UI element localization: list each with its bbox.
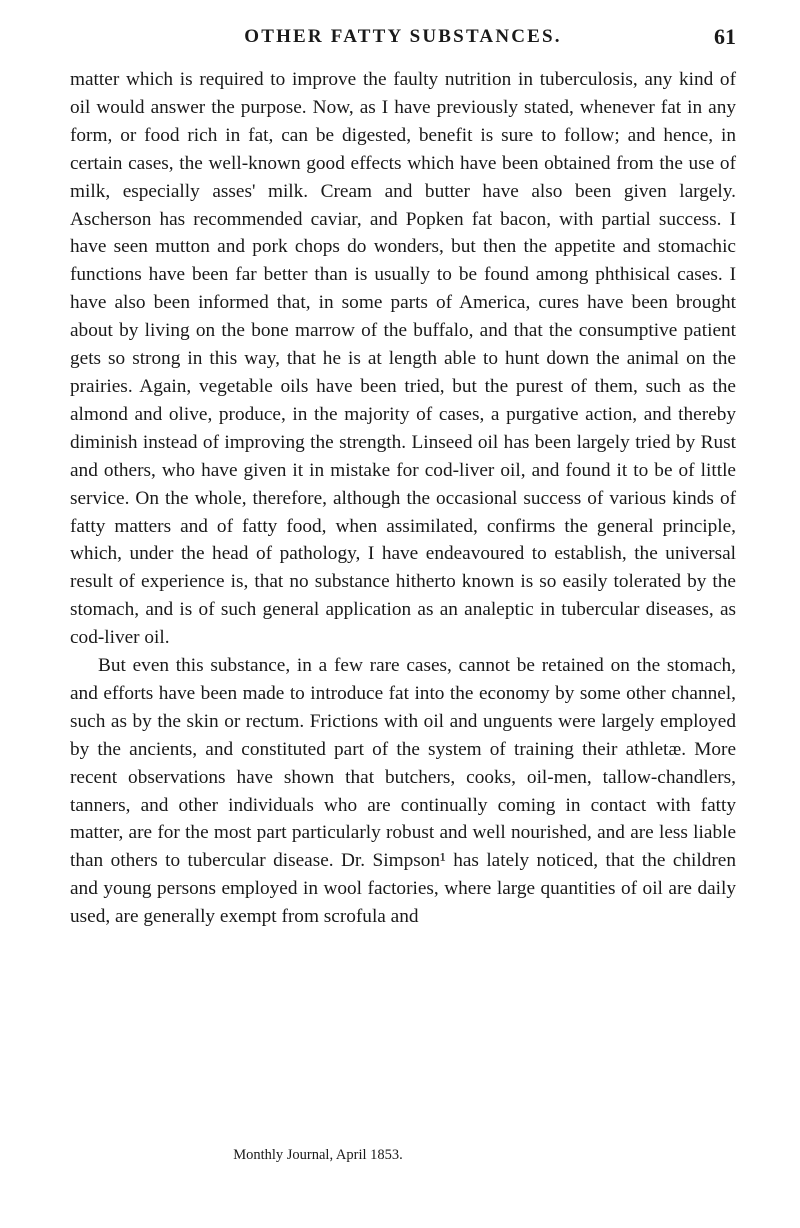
page-number: 61 bbox=[714, 24, 736, 49]
running-title: OTHER FATTY SUBSTANCES. bbox=[244, 26, 562, 47]
page-header bbox=[70, 22, 736, 52]
body-text bbox=[70, 66, 736, 931]
paragraph: But even this substance, in a few rare cases, cannot be retained on the stomach, and efforts have been made to introduce fat into the economy by some other channel, such as by the skin or rectum. Frictions with oil and unguents were largely employed by the ancients, and constituted part of the system of training their athletæ. More recent observations have shown that butchers, cooks, oil-men, tallow-chandlers, tanners, and other individuals who are continually coming in contact with fatty matter, are for the most part particularly robust and well nourished, and are less liable than others to tubercular disease. Dr. Simpson¹ has lately noticed, that the children and young persons employed in wool factories, where large quantities of oil are daily used, are generally exempt from scrofula and bbox=[70, 655, 736, 928]
paragraph: matter which is required to improve the faulty nutrition in tuberculosis, any kind of oil would answer the purpose. Now, as I have previously stated, whenever fat in any form, or food rich in fat, can be digested, benefit is sure to follow; and hence, in certain cases, the well-known good effects which have been obtained from the use of milk, especially asses' milk. Cream and butter have also been given largely. Ascherson has recommended caviar, and Popken fat bacon, with partial success. I have seen mutton and pork chops do wonders, but then the appetite and stomachic functions have been far better than is usually to be found among phthisical cases. I have also been informed that, in some parts of America, cures have been brought about by living on the bone marrow of the buffalo, and that the consumptive patient gets so strong in this way, that he is at length able to hunt down the animal on the prairies. Again, vegetable oils have been tried, but the purest of them, such as the almond and olive, produce, in the majority of cases, a purgative action, and thereby diminish instead of improving the strength. Linseed oil has been largely tried by Rust and others, who have given it in mistake for cod-liver oil, and found it to be of little service. On the whole, therefore, although the occasional success of various kinds of fatty matters and of fatty food, when assimilated, confirms the general principle, which, under the head of pathology, I have endeavoured to establish, the universal result of experience is, that no substance hitherto known is so easily tolerated by the stomach, and is of such general application as an analeptic in tubercular diseases, as cod-liver oil. bbox=[70, 69, 736, 649]
footnote: Monthly Journal, April 1853. bbox=[233, 1147, 403, 1163]
